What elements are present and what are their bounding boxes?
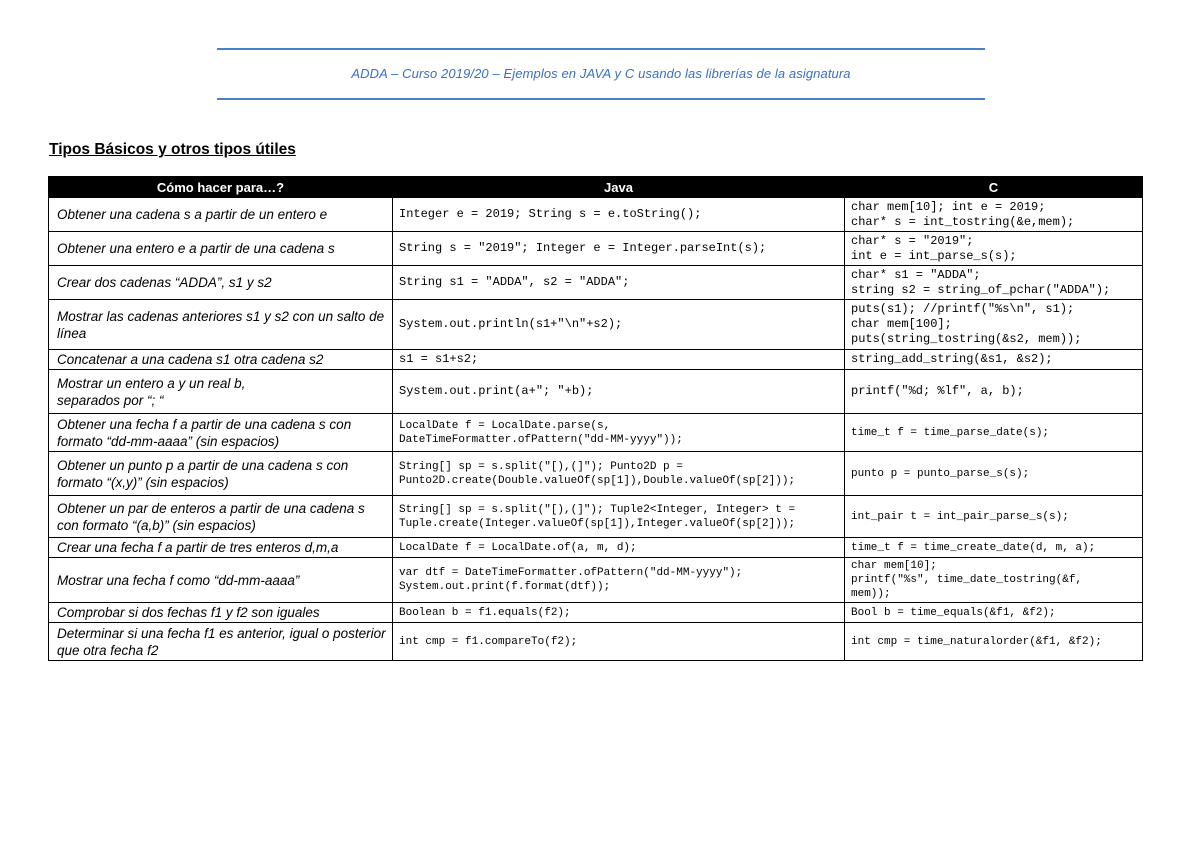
java-code-cell: String[] sp = s.split("[),(]"); Punto2D p = Punto2D.create(Double.valueOf(sp[1]),Double.valueOf(sp[2])); bbox=[393, 452, 845, 496]
table-row bbox=[49, 603, 1143, 623]
c-code-cell: char* s1 = "ADDA"; string s2 = string_of_pchar("ADDA"); bbox=[845, 266, 1143, 300]
task-cell: Obtener una fecha f a partir de una cadena s con formato “dd-mm-aaaa” (sin espacios) bbox=[49, 414, 393, 452]
c-code-cell: time_t f = time_create_date(d, m, a); bbox=[845, 538, 1143, 558]
java-code-cell: String s = "2019"; Integer e = Integer.parseInt(s); bbox=[393, 232, 845, 266]
c-code-cell: Bool b = time_equals(&f1, &f2); bbox=[845, 603, 1143, 623]
c-code-cell: char mem[10]; int e = 2019; char* s = int_tostring(&e,mem); bbox=[845, 198, 1143, 232]
table-row bbox=[49, 350, 1143, 370]
header-rule-bottom bbox=[217, 98, 985, 100]
table-row bbox=[49, 232, 1143, 266]
table-row bbox=[49, 266, 1143, 300]
table-row bbox=[49, 300, 1143, 350]
task-cell: Determinar si una fecha f1 es anterior, igual o posterior que otra fecha f2 bbox=[49, 623, 393, 661]
java-code-cell: String[] sp = s.split("[),(]"); Tuple2<Integer, Integer> t = Tuple.create(Integer.valueOf(sp[1]),Integer.valueOf(sp[2])); bbox=[393, 496, 845, 538]
java-code-cell: String s1 = "ADDA", s2 = "ADDA"; bbox=[393, 266, 845, 300]
task-cell: Obtener una cadena s a partir de un entero e bbox=[49, 198, 393, 232]
section-title: Tipos Básicos y otros tipos útiles bbox=[49, 141, 296, 158]
java-code-cell: int cmp = f1.compareTo(f2); bbox=[393, 623, 845, 661]
task-cell: Crear una fecha f a partir de tres enteros d,m,a bbox=[49, 538, 393, 558]
java-code-cell: Integer e = 2019; String s = e.toString(); bbox=[393, 198, 845, 232]
c-code-cell: int cmp = time_naturalorder(&f1, &f2); bbox=[845, 623, 1143, 661]
task-cell: Obtener un punto p a partir de una cadena s con formato “(x,y)” (sin espacios) bbox=[49, 452, 393, 496]
c-code-cell: puts(s1); //printf("%s\n", s1); char mem[100]; puts(string_tostring(&s2, mem)); bbox=[845, 300, 1143, 350]
column-header-task: Cómo hacer para…? bbox=[49, 177, 393, 198]
task-cell: Obtener un par de enteros a partir de una cadena s con formato “(a,b)” (sin espacios) bbox=[49, 496, 393, 538]
java-code-cell: LocalDate f = LocalDate.parse(s, DateTimeFormatter.ofPattern("dd-MM-yyyy")); bbox=[393, 414, 845, 452]
c-code-cell: string_add_string(&s1, &s2); bbox=[845, 350, 1143, 370]
java-code-cell: System.out.println(s1+"\n"+s2); bbox=[393, 300, 845, 350]
java-code-cell: Boolean b = f1.equals(f2); bbox=[393, 603, 845, 623]
task-cell: Mostrar un entero a y un real b, separados por “; “ bbox=[49, 370, 393, 414]
java-code-cell: System.out.print(a+"; "+b); bbox=[393, 370, 845, 414]
task-cell: Mostrar las cadenas anteriores s1 y s2 con un salto de línea bbox=[49, 300, 393, 350]
c-code-cell: char* s = "2019"; int e = int_parse_s(s); bbox=[845, 232, 1143, 266]
table-header-row bbox=[49, 177, 1143, 198]
java-code-cell: s1 = s1+s2; bbox=[393, 350, 845, 370]
java-code-cell: LocalDate f = LocalDate.of(a, m, d); bbox=[393, 538, 845, 558]
task-cell: Comprobar si dos fechas f1 y f2 son iguales bbox=[49, 603, 393, 623]
header-rule-top bbox=[217, 48, 985, 50]
table-row bbox=[49, 496, 1143, 538]
column-header-c: C bbox=[845, 177, 1143, 198]
c-code-cell: char mem[10]; printf("%s", time_date_tostring(&f, mem)); bbox=[845, 558, 1143, 603]
table-row bbox=[49, 623, 1143, 661]
table-row bbox=[49, 558, 1143, 603]
document-header: ADDA – Curso 2019/20 – Ejemplos en JAVA y C usando las librerías de la asignatura bbox=[351, 66, 851, 81]
table-row bbox=[49, 452, 1143, 496]
column-header-java: Java bbox=[393, 177, 845, 198]
task-cell: Mostrar una fecha f como “dd-mm-aaaa” bbox=[49, 558, 393, 603]
task-cell: Crear dos cadenas “ADDA”, s1 y s2 bbox=[49, 266, 393, 300]
c-code-cell: int_pair t = int_pair_parse_s(s); bbox=[845, 496, 1143, 538]
table-row bbox=[49, 538, 1143, 558]
examples-table bbox=[48, 176, 1143, 661]
task-cell: Concatenar a una cadena s1 otra cadena s2 bbox=[49, 350, 393, 370]
c-code-cell: time_t f = time_parse_date(s); bbox=[845, 414, 1143, 452]
table-row bbox=[49, 370, 1143, 414]
c-code-cell: punto p = punto_parse_s(s); bbox=[845, 452, 1143, 496]
java-code-cell: var dtf = DateTimeFormatter.ofPattern("dd-MM-yyyy"); System.out.print(f.format(dtf)); bbox=[393, 558, 845, 603]
task-cell: Obtener una entero e a partir de una cadena s bbox=[49, 232, 393, 266]
table-row bbox=[49, 414, 1143, 452]
table-row bbox=[49, 198, 1143, 232]
c-code-cell: printf("%d; %lf", a, b); bbox=[845, 370, 1143, 414]
